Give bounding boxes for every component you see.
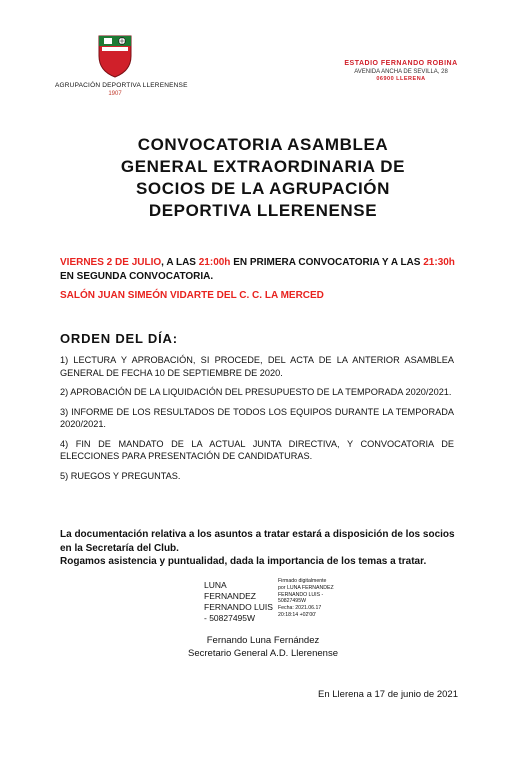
document-date: En Llerena a 17 de junio de 2021 [318,689,458,700]
notice-paragraph [60,528,460,569]
letterhead [0,0,526,110]
club-name: AGRUPACIÓN DEPORTIVA LLERENENSE [55,82,188,89]
signature-line: LUNA [204,580,227,590]
title-line: CONVOCATORIA ASAMBLEA [137,135,389,154]
title-line: DEPORTIVA LLERENENSE [148,201,378,220]
convocation-schedule [60,256,470,284]
first-call-time: 21:00h [198,257,231,268]
signature-line: FERNANDO LUIS [204,602,273,612]
title-line: SOCIOS DE LA AGRUPACIÓN [135,179,391,198]
notice-line: La documentación relativa a los asuntos a tratar estará a disposición de los socios en la Secretaría del Club. [60,529,455,554]
signer-block [0,634,526,660]
agenda-item: 5) RUEGOS Y PREGUNTAS. [60,470,181,481]
second-call-time: 21:30h [423,257,455,268]
club-logo-block [55,32,188,97]
agenda-item: 2) APROBACIÓN DE LA LIQUIDACIÓN DEL PRESUPUESTO DE LA TEMPORADA 2020/2021. [60,387,452,397]
signature-detail-line: Firmado digitalmente [278,578,327,584]
signature-detail-line: por LUNA FERNANDEZ [278,584,334,591]
notice-line: Rogamos asistencia y puntualidad, dada la importancia de los temas a tratar. [60,556,427,567]
agenda-title: ORDEN DEL DÍA: [60,331,178,346]
stadium-name: ESTADIO FERNANDO ROBINA [344,60,458,67]
signature-line: - 50827495W [204,613,256,623]
title-line: GENERAL EXTRAORDINARIA DE [120,157,406,176]
stadium-address: AVENIDA ANCHA DE SEVILLA, 28 [354,69,448,75]
agenda-item: 4) FIN DE MANDATO DE LA ACTUAL JUNTA DIRECTIVA, Y CONVOCATORIA DE ELECCIONES PARA PRESENTACIÓN DE CANDIDATURAS. [60,438,454,461]
digital-signature-details [278,578,368,619]
stadium-block [326,60,476,82]
signature-detail-line: 50827495W [278,598,306,605]
club-crest-icon [95,32,135,78]
meeting-day: VIERNES 2 DE JULIO [60,257,162,268]
meeting-venue: SALÓN JUAN SIMEÓN VIDARTE DEL C. C. LA MERCED [60,290,324,301]
signer-role: Secretario General A.D. Llerenense [188,648,338,659]
agenda-item: 1) LECTURA Y APROBACIÓN, SI PROCEDE, DEL ACTA DE LA ANTERIOR ASAMBLEA GENERAL DE FECHA 10 DE SEPTIEMBRE DE 2020. [60,355,454,378]
digital-signature-name [204,580,274,624]
club-founding-year: 1907 [108,91,122,97]
schedule-separator: , A LAS [161,257,199,268]
signature-line: FERNANDEZ [204,591,256,601]
document-title [80,134,446,222]
signature-detail-line: Fecha: 2021.06.17 [278,605,322,612]
stadium-city: 06900 LLERENA [376,76,426,82]
signer-name: Fernando Luna Fernández [206,635,320,646]
signature-detail-line: 20:18:14 +02'00' [278,611,317,618]
agenda-item: 3) INFORME DE LOS RESULTADOS DE TODOS LOS EQUIPOS DURANTE LA TEMPORADA 2020/2021. [60,406,454,429]
schedule-text: EN PRIMERA CONVOCATORIA Y A LAS [230,257,424,268]
schedule-text: EN SEGUNDA CONVOCATORIA. [60,271,214,282]
signature-detail-line: FERNANDO LUIS - [278,591,324,598]
agenda-list [60,354,454,489]
